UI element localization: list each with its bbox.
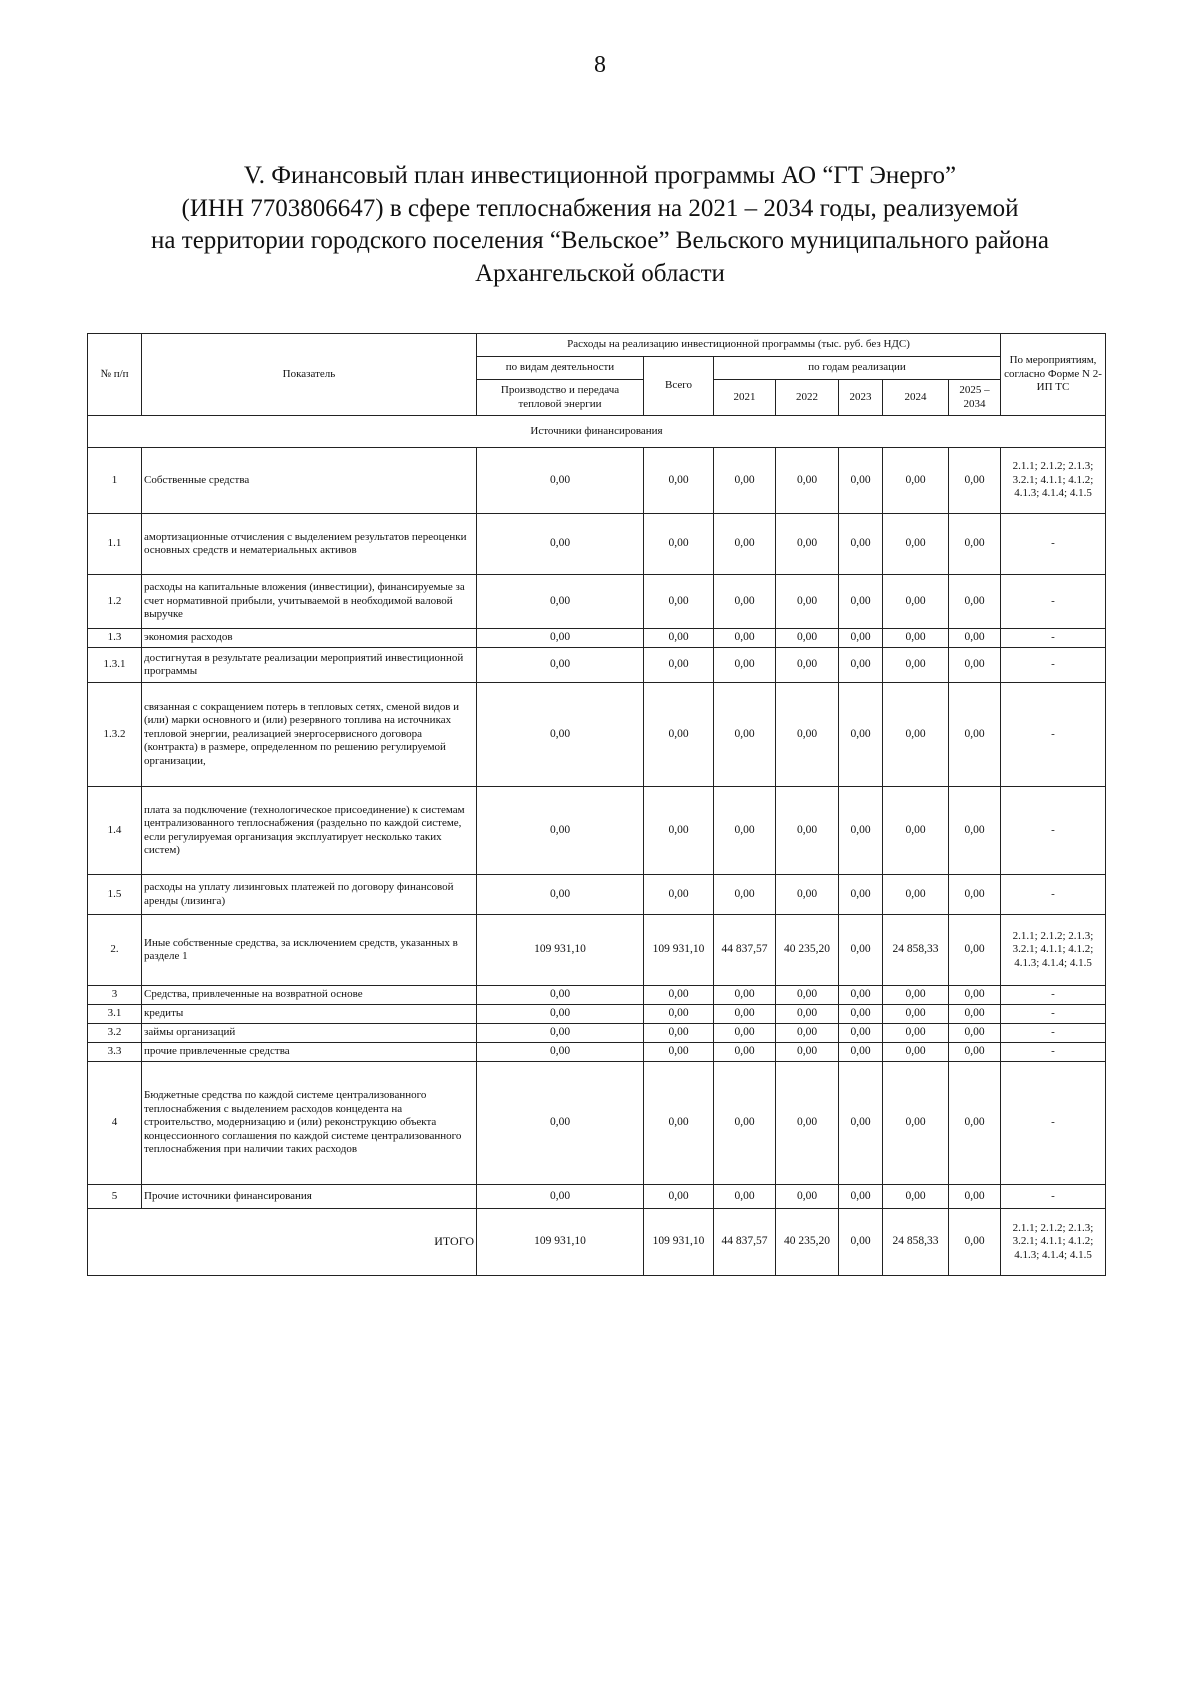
row-number: 1.3 <box>88 629 142 648</box>
value-cell: 0,00 <box>644 683 714 787</box>
row-number: 1 <box>88 448 142 514</box>
row-measures: - <box>1001 1005 1106 1024</box>
row-indicator: расходы на капитальные вложения (инвестиции), финансируемые за счет нормативной прибыли, учитываемой в необходимой валовой выручке <box>142 575 477 629</box>
row-measures: - <box>1001 1062 1106 1185</box>
row-measures: - <box>1001 1024 1106 1043</box>
header-year: 2022 <box>776 380 839 416</box>
total-value-cell: 44 837,57 <box>714 1209 776 1276</box>
value-cell: 0,00 <box>839 648 883 683</box>
total-measures: 2.1.1; 2.1.2; 2.1.3; 3.2.1; 4.1.1; 4.1.2; 4.1.3; 4.1.4; 4.1.5 <box>1001 1209 1106 1276</box>
page-number: 8 <box>594 52 606 78</box>
row-indicator: Прочие источники финансирования <box>142 1185 477 1209</box>
value-cell: 0,00 <box>477 514 644 575</box>
table-row <box>88 875 1106 915</box>
value-cell: 0,00 <box>477 575 644 629</box>
value-cell: 0,00 <box>477 986 644 1005</box>
value-cell: 0,00 <box>714 1062 776 1185</box>
value-cell: 0,00 <box>776 629 839 648</box>
value-cell: 0,00 <box>949 683 1001 787</box>
table-row <box>88 448 1106 514</box>
row-number: 2. <box>88 915 142 986</box>
value-cell: 0,00 <box>883 648 949 683</box>
row-measures: - <box>1001 1185 1106 1209</box>
value-cell: 0,00 <box>949 1185 1001 1209</box>
value-cell: 0,00 <box>714 683 776 787</box>
value-cell: 0,00 <box>839 1185 883 1209</box>
row-measures: - <box>1001 683 1106 787</box>
table-row <box>88 1005 1106 1024</box>
value-cell: 0,00 <box>477 1185 644 1209</box>
row-indicator: Собственные средства <box>142 448 477 514</box>
row-indicator: Бюджетные средства по каждой системе централизованного теплоснабжения с выделением расходов концедента на строительство, модернизацию и (или) реконструкцию объекта концессионного соглашения по каждой системе централизованного теплоснабжения при наличии таких расходов <box>142 1062 477 1185</box>
value-cell: 40 235,20 <box>776 915 839 986</box>
row-indicator: прочие привлеченные средства <box>142 1043 477 1062</box>
table-row <box>88 629 1106 648</box>
total-value-cell: 109 931,10 <box>644 1209 714 1276</box>
total-value-cell: 40 235,20 <box>776 1209 839 1276</box>
value-cell: 109 931,10 <box>644 915 714 986</box>
value-cell: 0,00 <box>839 629 883 648</box>
value-cell: 44 837,57 <box>714 915 776 986</box>
row-measures: - <box>1001 875 1106 915</box>
value-cell: 109 931,10 <box>477 915 644 986</box>
value-cell: 0,00 <box>949 1062 1001 1185</box>
header-num: № п/п <box>88 334 142 416</box>
row-measures: - <box>1001 629 1106 648</box>
header-total: Всего <box>644 357 714 416</box>
value-cell: 0,00 <box>644 1024 714 1043</box>
row-indicator: кредиты <box>142 1005 477 1024</box>
row-number: 1.3.2 <box>88 683 142 787</box>
value-cell: 0,00 <box>644 648 714 683</box>
value-cell: 0,00 <box>714 1043 776 1062</box>
value-cell: 0,00 <box>839 1024 883 1043</box>
title-line: V. Финансовый план инвестиционной программы АО “ГТ Энерго” <box>243 162 957 189</box>
row-indicator: Иные собственные средства, за исключением средств, указанных в разделе 1 <box>142 915 477 986</box>
value-cell: 0,00 <box>644 1005 714 1024</box>
header-year: 2023 <box>839 380 883 416</box>
row-number: 4 <box>88 1062 142 1185</box>
total-value-cell: 24 858,33 <box>883 1209 949 1276</box>
value-cell: 0,00 <box>714 448 776 514</box>
title-line: на территории городского поселения “Вельское” Вельского муниципального района <box>151 227 1049 254</box>
total-value-cell: 109 931,10 <box>477 1209 644 1276</box>
value-cell: 0,00 <box>644 514 714 575</box>
row-indicator: Средства, привлеченные на возвратной основе <box>142 986 477 1005</box>
value-cell: 0,00 <box>949 648 1001 683</box>
value-cell: 0,00 <box>839 1043 883 1062</box>
value-cell: 0,00 <box>644 1043 714 1062</box>
value-cell: 0,00 <box>776 514 839 575</box>
row-indicator: достигнутая в результате реализации мероприятий инвестиционной программы <box>142 648 477 683</box>
row-measures: - <box>1001 648 1106 683</box>
value-cell: 0,00 <box>839 1062 883 1185</box>
table-row <box>88 915 1106 986</box>
value-cell: 0,00 <box>776 1024 839 1043</box>
value-cell: 0,00 <box>883 875 949 915</box>
row-number: 3 <box>88 986 142 1005</box>
row-measures: 2.1.1; 2.1.2; 2.1.3; 3.2.1; 4.1.1; 4.1.2; 4.1.3; 4.1.4; 4.1.5 <box>1001 915 1106 986</box>
value-cell: 0,00 <box>883 683 949 787</box>
value-cell: 0,00 <box>949 1005 1001 1024</box>
value-cell: 0,00 <box>714 1005 776 1024</box>
value-cell: 0,00 <box>776 875 839 915</box>
value-cell: 0,00 <box>839 514 883 575</box>
value-cell: 0,00 <box>949 1024 1001 1043</box>
value-cell: 0,00 <box>883 1062 949 1185</box>
value-cell: 0,00 <box>477 1062 644 1185</box>
value-cell: 0,00 <box>477 787 644 875</box>
value-cell: 0,00 <box>714 514 776 575</box>
value-cell: 0,00 <box>949 986 1001 1005</box>
document-title <box>80 160 1120 290</box>
value-cell: 0,00 <box>949 1043 1001 1062</box>
value-cell: 0,00 <box>776 575 839 629</box>
value-cell: 0,00 <box>644 986 714 1005</box>
value-cell: 0,00 <box>714 575 776 629</box>
value-cell: 0,00 <box>644 787 714 875</box>
row-measures: - <box>1001 575 1106 629</box>
value-cell: 0,00 <box>883 448 949 514</box>
table-row <box>88 514 1106 575</box>
value-cell: 0,00 <box>644 629 714 648</box>
table-row <box>88 1024 1106 1043</box>
value-cell: 24 858,33 <box>883 915 949 986</box>
value-cell: 0,00 <box>839 875 883 915</box>
value-cell: 0,00 <box>477 875 644 915</box>
value-cell: 0,00 <box>839 915 883 986</box>
value-cell: 0,00 <box>949 787 1001 875</box>
value-cell: 0,00 <box>714 1024 776 1043</box>
table-row <box>88 1062 1106 1185</box>
row-number: 3.1 <box>88 1005 142 1024</box>
value-cell: 0,00 <box>776 448 839 514</box>
value-cell: 0,00 <box>839 1005 883 1024</box>
row-indicator: расходы на уплату лизинговых платежей по договору финансовой аренды (лизинга) <box>142 875 477 915</box>
row-number: 1.5 <box>88 875 142 915</box>
row-number: 1.3.1 <box>88 648 142 683</box>
value-cell: 0,00 <box>883 514 949 575</box>
value-cell: 0,00 <box>714 787 776 875</box>
value-cell: 0,00 <box>839 787 883 875</box>
total-label: ИТОГО <box>88 1209 477 1276</box>
header-year: 2025 – 2034 <box>949 380 1001 416</box>
value-cell: 0,00 <box>883 575 949 629</box>
value-cell: 0,00 <box>644 575 714 629</box>
header-measures: По мероприятиям, согласно Форме N 2-ИП ТС <box>1001 334 1106 416</box>
value-cell: 0,00 <box>949 514 1001 575</box>
header-expenses-group: Расходы на реализацию инвестиционной программы (тыс. руб. без НДС) <box>477 334 1001 357</box>
value-cell: 0,00 <box>949 915 1001 986</box>
value-cell: 0,00 <box>714 986 776 1005</box>
value-cell: 0,00 <box>776 1043 839 1062</box>
row-indicator: плата за подключение (технологическое присоединение) к системам централизованного теплоснабжения (раздельно по каждой системе, если регулируемая организация эксплуатирует несколько таких систем) <box>142 787 477 875</box>
value-cell: 0,00 <box>949 448 1001 514</box>
total-row <box>88 1209 1106 1276</box>
value-cell: 0,00 <box>477 1005 644 1024</box>
table-row <box>88 575 1106 629</box>
title-line: (ИНН 7703806647) в сфере теплоснабжения на 2021 – 2034 годы, реализуемой <box>181 194 1019 222</box>
row-measures: 2.1.1; 2.1.2; 2.1.3; 3.2.1; 4.1.1; 4.1.2; 4.1.3; 4.1.4; 4.1.5 <box>1001 448 1106 514</box>
header-production: Производство и передача тепловой энергии <box>477 380 644 416</box>
table-row <box>88 1043 1106 1062</box>
total-value-cell: 0,00 <box>839 1209 883 1276</box>
financial-plan-table <box>87 333 1106 1276</box>
value-cell: 0,00 <box>714 629 776 648</box>
value-cell: 0,00 <box>949 629 1001 648</box>
row-measures: - <box>1001 986 1106 1005</box>
row-number: 5 <box>88 1185 142 1209</box>
table-row <box>88 787 1106 875</box>
row-indicator: займы организаций <box>142 1024 477 1043</box>
row-number: 3.2 <box>88 1024 142 1043</box>
header-year: 2021 <box>714 380 776 416</box>
row-measures: - <box>1001 514 1106 575</box>
value-cell: 0,00 <box>839 448 883 514</box>
row-indicator: экономия расходов <box>142 629 477 648</box>
table-row <box>88 683 1106 787</box>
header-by-years: по годам реализации <box>714 357 1001 380</box>
header-year: 2024 <box>883 380 949 416</box>
value-cell: 0,00 <box>949 575 1001 629</box>
table-row <box>88 1185 1106 1209</box>
value-cell: 0,00 <box>883 1024 949 1043</box>
value-cell: 0,00 <box>644 448 714 514</box>
value-cell: 0,00 <box>883 1005 949 1024</box>
value-cell: 0,00 <box>477 448 644 514</box>
row-number: 1.2 <box>88 575 142 629</box>
row-number: 3.3 <box>88 1043 142 1062</box>
value-cell: 0,00 <box>776 648 839 683</box>
value-cell: 0,00 <box>477 1043 644 1062</box>
value-cell: 0,00 <box>477 629 644 648</box>
header-indicator: Показатель <box>142 334 477 416</box>
row-measures: - <box>1001 787 1106 875</box>
total-value-cell: 0,00 <box>949 1209 1001 1276</box>
row-number: 1.4 <box>88 787 142 875</box>
value-cell: 0,00 <box>949 875 1001 915</box>
value-cell: 0,00 <box>883 629 949 648</box>
value-cell: 0,00 <box>644 1062 714 1185</box>
value-cell: 0,00 <box>776 787 839 875</box>
value-cell: 0,00 <box>714 1185 776 1209</box>
value-cell: 0,00 <box>883 787 949 875</box>
title-line: Архангельской области <box>475 259 725 287</box>
table-row <box>88 648 1106 683</box>
value-cell: 0,00 <box>714 648 776 683</box>
value-cell: 0,00 <box>883 1043 949 1062</box>
value-cell: 0,00 <box>776 683 839 787</box>
row-indicator: амортизационные отчисления с выделением результатов переоценки основных средств и нематериальных активов <box>142 514 477 575</box>
value-cell: 0,00 <box>477 1024 644 1043</box>
value-cell: 0,00 <box>839 986 883 1005</box>
value-cell: 0,00 <box>776 1062 839 1185</box>
value-cell: 0,00 <box>883 1185 949 1209</box>
value-cell: 0,00 <box>839 575 883 629</box>
value-cell: 0,00 <box>776 1185 839 1209</box>
value-cell: 0,00 <box>839 683 883 787</box>
value-cell: 0,00 <box>776 1005 839 1024</box>
value-cell: 0,00 <box>477 683 644 787</box>
value-cell: 0,00 <box>644 875 714 915</box>
row-number: 1.1 <box>88 514 142 575</box>
value-cell: 0,00 <box>714 875 776 915</box>
row-indicator: связанная с сокращением потерь в тепловых сетях, сменой видов и (или) марки основного и (или) резервного топлива на источниках тепловой энергии, реализацией энергосервисного договора (контракта) в размере, определенном по решению регулируемой организации, <box>142 683 477 787</box>
table-row <box>88 986 1106 1005</box>
section-title: Источники финансирования <box>88 416 1106 448</box>
value-cell: 0,00 <box>776 986 839 1005</box>
header-by-activity: по видам деятельности <box>477 357 644 380</box>
row-measures: - <box>1001 1043 1106 1062</box>
value-cell: 0,00 <box>644 1185 714 1209</box>
value-cell: 0,00 <box>883 986 949 1005</box>
value-cell: 0,00 <box>477 648 644 683</box>
